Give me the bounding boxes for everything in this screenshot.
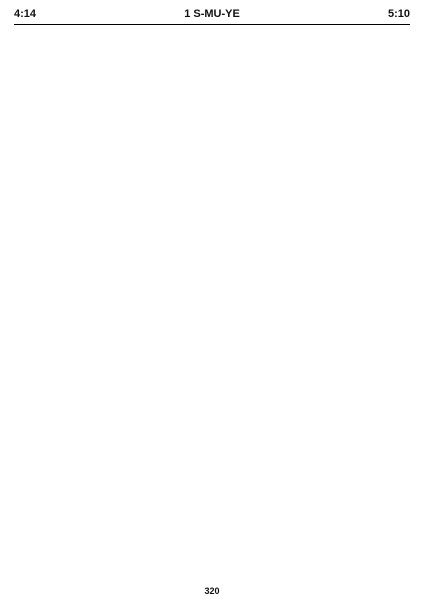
text-columns (14, 30, 410, 578)
page-number: 320 (204, 586, 220, 596)
left-column (14, 30, 206, 578)
running-header (14, 8, 410, 22)
header-book-title: 1 S-MU-YE (184, 8, 240, 20)
header-start-reference: 4:14 (14, 8, 37, 20)
header-rule (14, 24, 410, 25)
right-column (218, 30, 410, 578)
header-end-reference: 5:10 (387, 8, 410, 20)
